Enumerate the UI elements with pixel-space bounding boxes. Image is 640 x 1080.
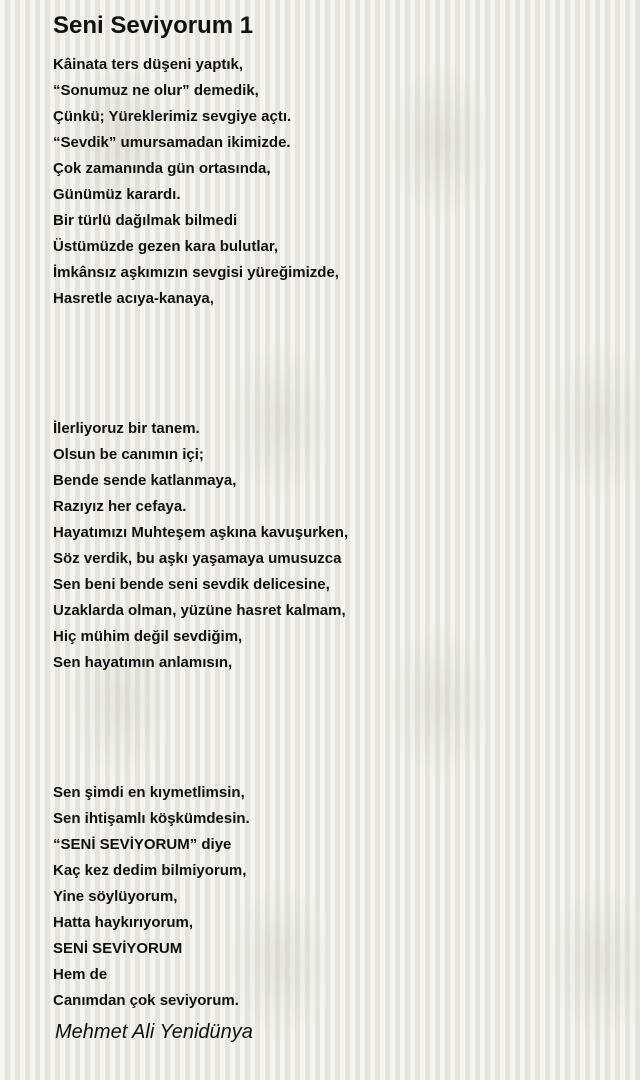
stanza-1 (53, 52, 348, 312)
poem-line: Sen hayatımın anlamısın, (53, 654, 233, 671)
poem-line: Günümüz karardı. (53, 186, 181, 203)
poem-line: Bir türlü dağılmak bilmedi (53, 212, 238, 229)
poem-line: Olsun be canımın içi; (53, 446, 204, 463)
stanza-2 (53, 416, 348, 676)
poem-author: Mehmet Ali Yenidünya (55, 1021, 253, 1043)
poem-line: Hasretle acıya-kanaya, (53, 290, 214, 307)
poem-line: Razıyız her cefaya. (53, 498, 187, 515)
poem-body (53, 52, 348, 1014)
stanza-3 (53, 780, 348, 1014)
poem-line: Hayatımızı Muhteşem aşkına kavuşurken, (53, 524, 349, 541)
poem-line: “Sevdik” umursamadan ikimizde. (53, 134, 291, 151)
poem-line: Söz verdik, bu aşkı yaşamaya umusuzca (53, 550, 342, 567)
poem-line: Çok zamanında gün ortasında, (53, 160, 271, 177)
poem-line: Sen ihtişamlı köşkümdesin. (53, 810, 250, 827)
poem-line: Çünkü; Yüreklerimiz sevgiye açtı. (53, 108, 292, 125)
poem-line: Canımdan çok seviyorum. (53, 992, 239, 1009)
poem-line: “Sonumuz ne olur” demedik, (53, 82, 259, 99)
poem-line: Sen şimdi en kıymetlimsin, (53, 784, 245, 801)
poem-line: Hatta haykırıyorum, (53, 914, 194, 931)
poem-title: Seni Seviyorum 1 (53, 12, 254, 39)
poem-line: Uzaklarda olman, yüzüne hasret kalmam, (53, 602, 346, 619)
poem-line: Bende sende katlanmaya, (53, 472, 237, 489)
poem-line: Yine söylüyorum, (53, 888, 178, 905)
poem-line: SENİ SEVİYORUM (53, 940, 183, 957)
poem-line: Sen beni bende seni sevdik delicesine, (53, 576, 330, 593)
poem-line: İmkânsız aşkımızın sevgisi yüreğimizde, (53, 264, 339, 281)
poem-line: İlerliyoruz bir tanem. (53, 420, 200, 437)
poem-line: Kâinata ters düşeni yaptık, (53, 56, 244, 73)
poem-line: Hem de (53, 966, 108, 983)
poem-line: Üstümüzde gezen kara bulutlar, (53, 238, 279, 255)
poem-line: Hiç mühim değil sevdiğim, (53, 628, 243, 645)
poem-line: Kaç kez dedim bilmiyorum, (53, 862, 247, 879)
poem-line: “SENİ SEVİYORUM” diye (53, 836, 232, 853)
